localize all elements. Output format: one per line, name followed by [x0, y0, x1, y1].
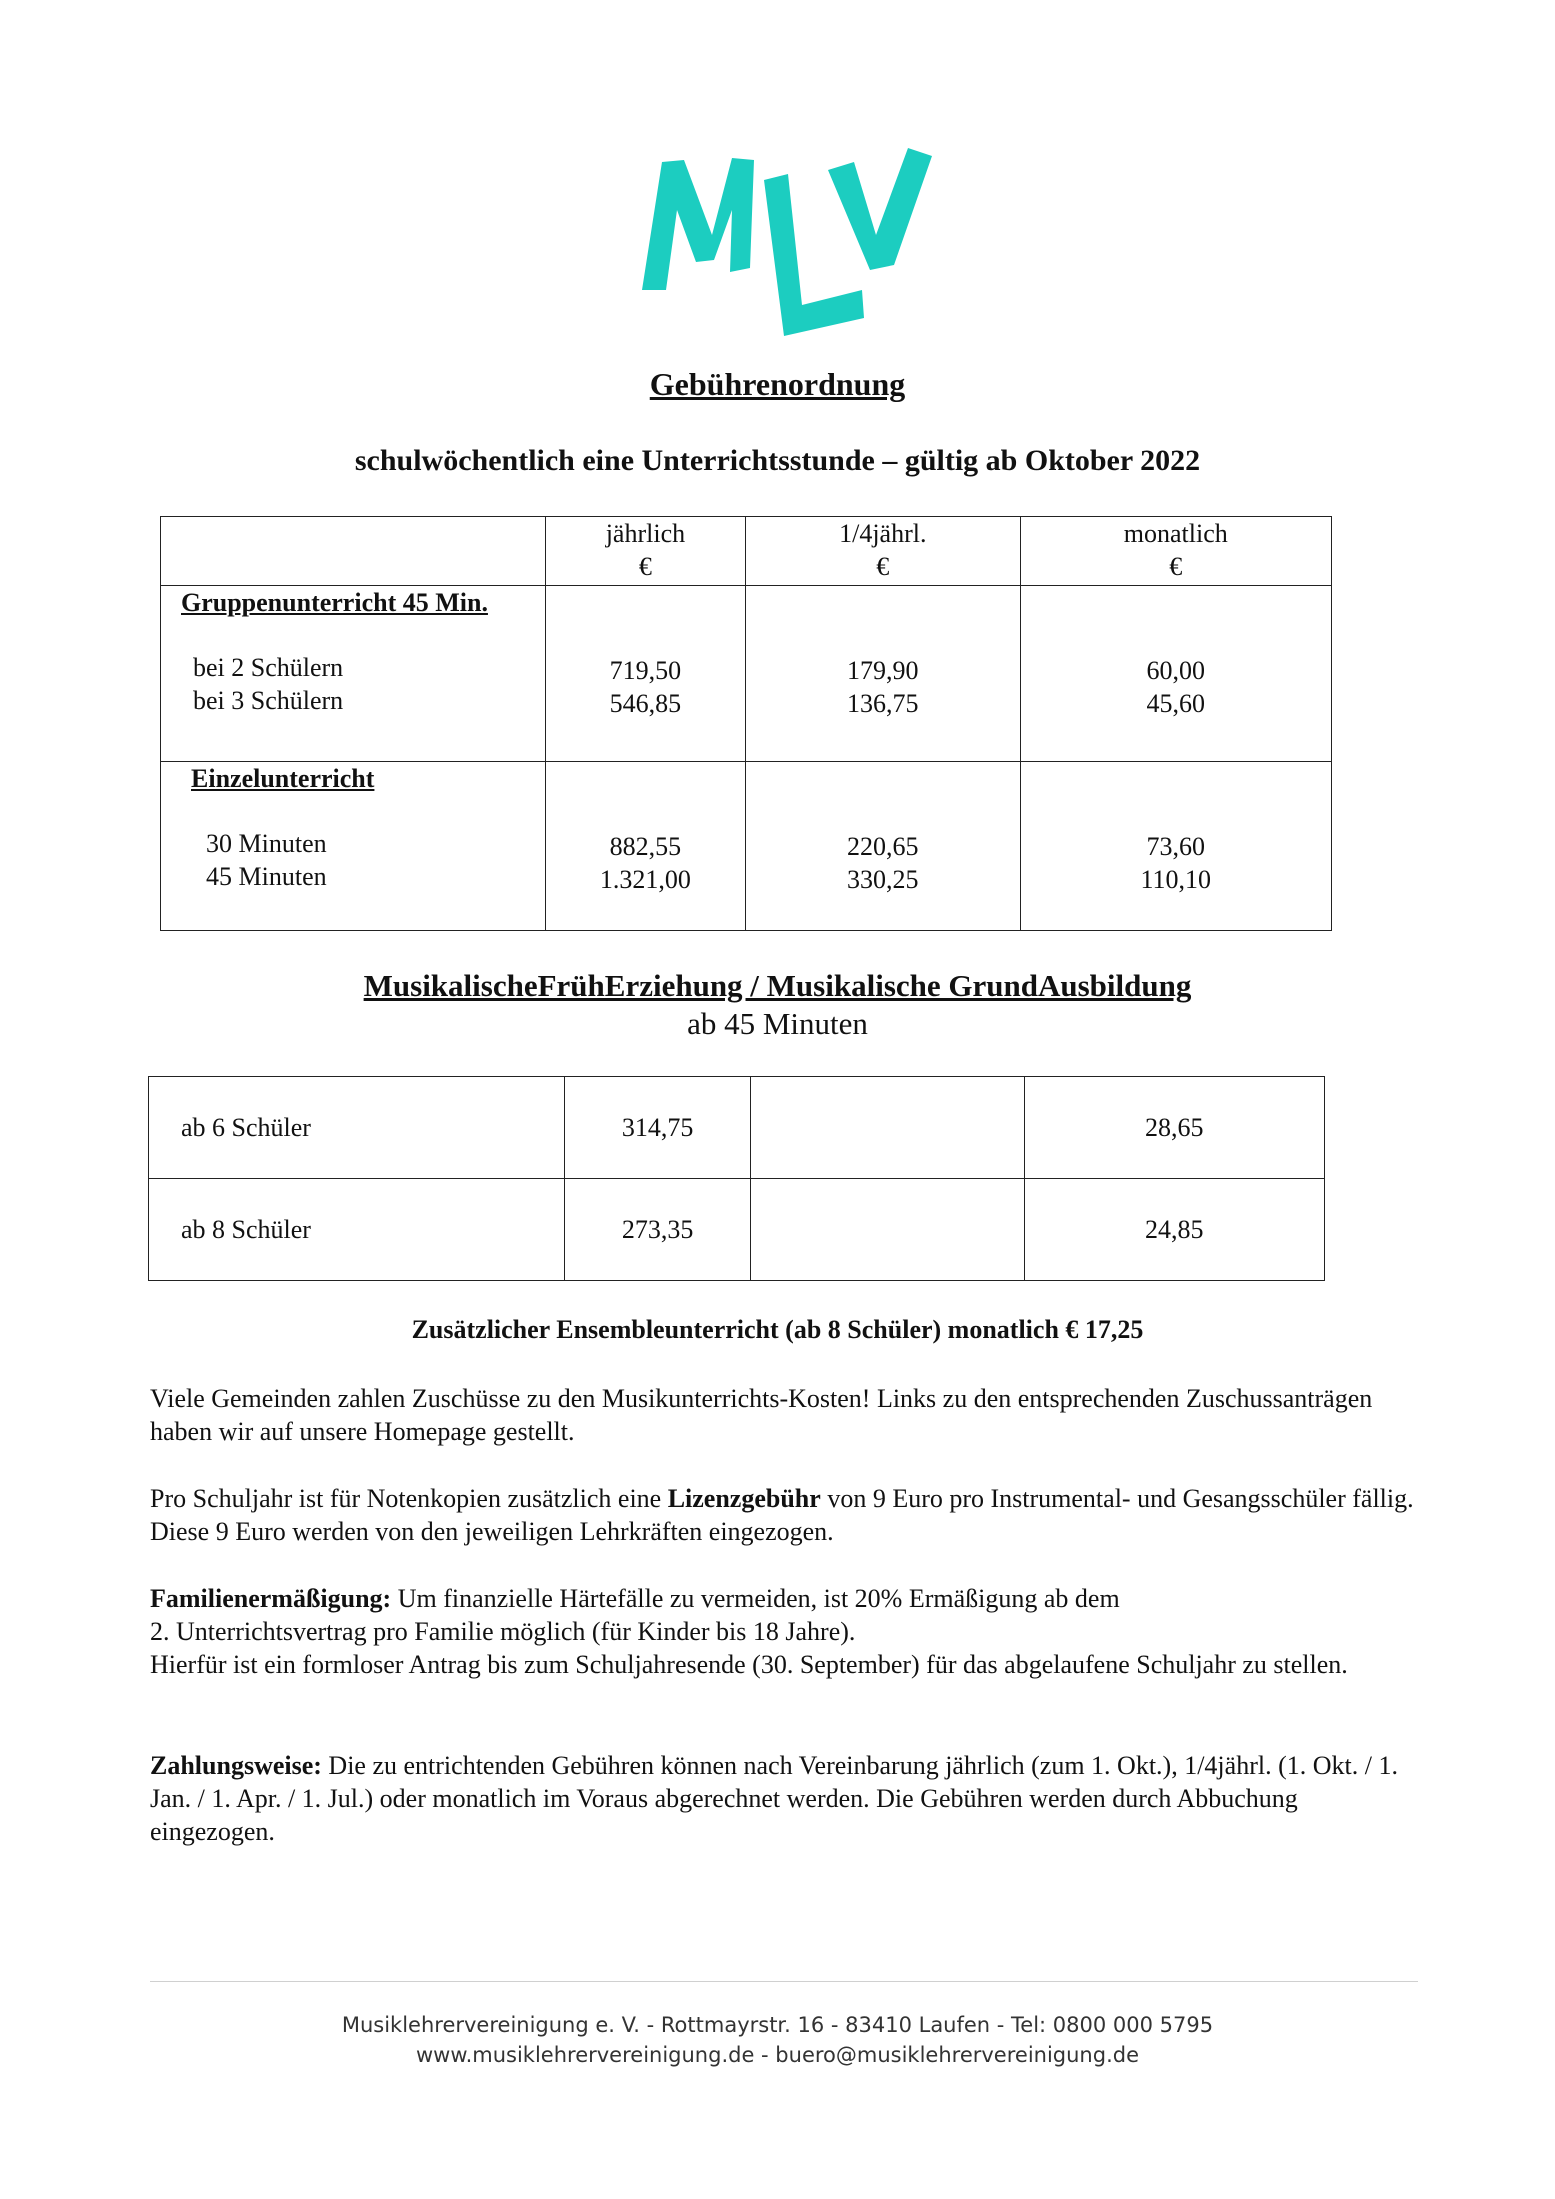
mfe-monthly-value: 28,65: [1024, 1077, 1324, 1179]
individual-lessons-monthly-cell: [1020, 762, 1331, 931]
header-monthly-unit: €: [1169, 552, 1183, 581]
license-text-before: Pro Schuljahr ist für Notenkopien zusätzlich eine: [150, 1484, 668, 1513]
header-yearly-label: jährlich: [605, 519, 686, 548]
quarterly-value: 330,25: [847, 865, 919, 894]
quarterly-value: 136,75: [847, 689, 919, 718]
mfe-yearly-value: 314,75: [564, 1077, 750, 1179]
mlv-logo: [632, 140, 942, 350]
payment-paragraph: [150, 1749, 1420, 1848]
mfe-yearly-value: 273,35: [564, 1179, 750, 1281]
license-fee-paragraph: [150, 1482, 1420, 1548]
group-lessons-monthly-cell: [1020, 586, 1331, 762]
individual-lessons-label-cell: [161, 762, 546, 931]
group-lessons-yearly-cell: [545, 586, 745, 762]
quarterly-value: 179,90: [847, 656, 919, 685]
row-label: bei 3 Schülern: [193, 686, 344, 715]
ensemble-note: Zusätzlicher Ensembleunterricht (ab 8 Schüler) monatlich € 17,25: [411, 1315, 1144, 1344]
family-discount-line2: 2. Unterrichtsvertrag pro Familie möglich (für Kinder bis 18 Jahre).: [150, 1617, 856, 1646]
row-label: 45 Minuten: [206, 862, 327, 891]
payment-term: Zahlungsweise:: [150, 1751, 322, 1780]
group-lessons-heading: Gruppenunterricht 45 Min.: [181, 588, 488, 617]
subsidy-paragraph: Viele Gemeinden zahlen Zuschüsse zu den Musikunterrichts-Kosten! Links zu den entsprechenden Zuschussanträgen haben wir auf unsere Homepage gestellt.: [150, 1384, 1373, 1446]
footer-divider: [150, 1981, 1418, 1982]
family-discount-paragraph: [150, 1582, 1420, 1681]
family-discount-line1: Um finanzielle Härtefälle zu vermeiden, ist 20% Ermäßigung ab dem: [391, 1584, 1120, 1613]
mfe-monthly-value: 24,85: [1024, 1179, 1324, 1281]
mfe-row-label: ab 6 Schüler: [149, 1077, 565, 1179]
group-lessons-row: [161, 586, 1332, 762]
row-label: 30 Minuten: [206, 829, 327, 858]
header-quarterly-unit: €: [876, 552, 890, 581]
header-yearly: [545, 517, 745, 586]
quarterly-value: 220,65: [847, 832, 919, 861]
mlv-logo-graphic: [632, 140, 942, 350]
header-monthly: [1020, 517, 1331, 586]
mfe-row-label: ab 8 Schüler: [149, 1179, 565, 1281]
page-subtitle: schulwöchentlich eine Unterrichtsstunde – gültig ab Oktober 2022: [354, 444, 1201, 477]
individual-lessons-row: [161, 762, 1332, 931]
fee-table: [160, 516, 1332, 931]
mfe-quarterly-value: [751, 1179, 1024, 1281]
individual-lessons-yearly-cell: [545, 762, 745, 931]
individual-lessons-heading: Einzelunterricht: [191, 764, 375, 793]
monthly-value: 73,60: [1146, 832, 1206, 861]
mfe-table: [148, 1076, 1325, 1281]
mfe-row: [149, 1179, 1325, 1281]
header-empty-cell: [161, 517, 546, 586]
monthly-value: 60,00: [1146, 656, 1206, 685]
monthly-value: 45,60: [1146, 689, 1206, 718]
page-title: Gebührenordnung: [649, 366, 906, 402]
individual-lessons-quarterly-cell: [746, 762, 1021, 931]
header-monthly-label: monatlich: [1123, 519, 1228, 548]
mfe-row: [149, 1077, 1325, 1179]
fee-table-header-row: [161, 517, 1332, 586]
mfe-quarterly-value: [751, 1077, 1024, 1179]
group-lessons-quarterly-cell: [746, 586, 1021, 762]
family-discount-line3: Hierfür ist ein formloser Antrag bis zum Schuljahresende (30. September) für das abgelaufene Schuljahr zu stellen.: [150, 1650, 1348, 1679]
yearly-value: 719,50: [609, 656, 682, 685]
row-label: bei 2 Schülern: [193, 653, 344, 682]
yearly-value: 882,55: [609, 832, 682, 861]
footer-contact: www.musiklehrervereinigung.de - buero@musiklehrervereinigung.de: [415, 2043, 1139, 2067]
monthly-value: 110,10: [1140, 865, 1212, 894]
header-yearly-unit: €: [638, 552, 652, 581]
mfe-section-subtitle: ab 45 Minuten: [687, 1006, 868, 1041]
payment-text: Die zu entrichtenden Gebühren können nach Vereinbarung jährlich (zum 1. Okt.), 1/4jährl. (1. Okt. / 1. Jan. / 1. Apr. / 1. Jul.) oder monatlich im Voraus abgerechnet werden. Die Gebühren werden durch Abbuchung eingezogen.: [150, 1751, 1398, 1846]
footer: [0, 2010, 1555, 2070]
license-fee-term: Lizenzgebühr: [667, 1484, 821, 1513]
mfe-section-title: MusikalischeFrühErziehung / Musikalische GrundAusbildung: [363, 968, 1192, 1003]
header-quarterly: [746, 517, 1021, 586]
yearly-value: 1.321,00: [599, 865, 691, 894]
yearly-value: 546,85: [609, 689, 682, 718]
header-quarterly-label: 1/4jährl.: [839, 519, 927, 548]
family-discount-term: Familienermäßigung:: [150, 1584, 392, 1613]
license-text-after: von 9 Euro pro Instrumental- und Gesangsschüler fällig. Diese 9 Euro werden von den jeweiligen Lehrkräften eingezogen.: [150, 1484, 1414, 1546]
group-lessons-label-cell: [161, 586, 546, 762]
footer-address: Musiklehrervereinigung e. V. - Rottmayrstr. 16 - 83410 Laufen - Tel: 0800 000 5795: [341, 2013, 1214, 2037]
